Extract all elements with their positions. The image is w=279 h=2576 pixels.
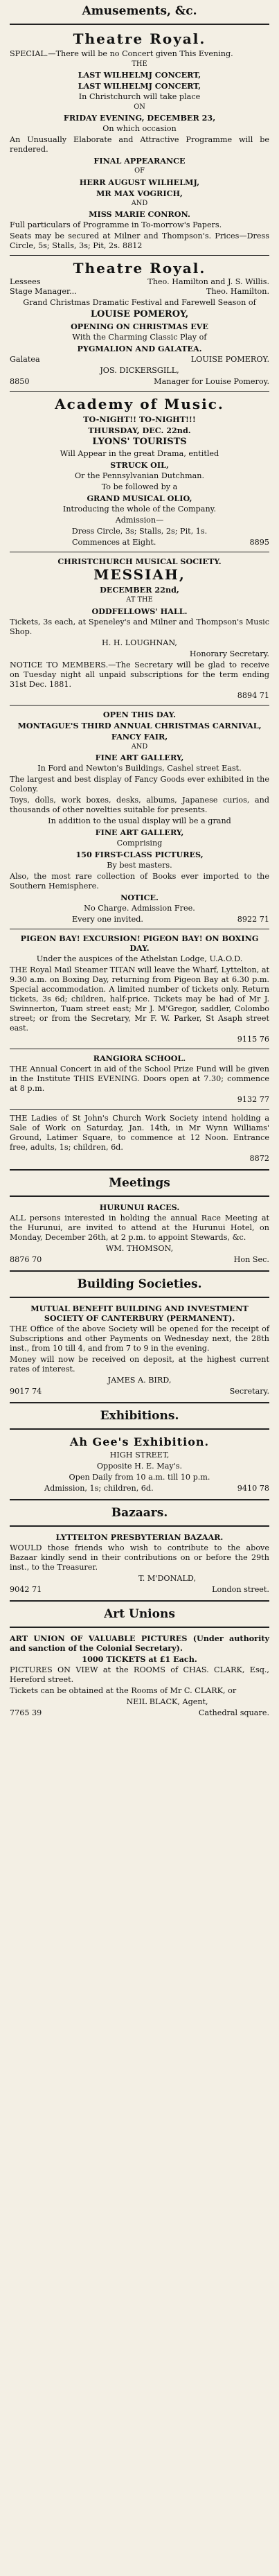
ad-text: With the Charming Classic Play of	[72, 333, 207, 342]
section-header-art-unions: Art Unions	[104, 1606, 175, 1621]
ad-row	[10, 355, 269, 365]
ad-text: WOULD those friends who wish to contribute to the above Bazaar kindly send in their contributions on or before the 29th inst., to the Treasurer.	[10, 1543, 269, 1572]
ad-text: 150 FIRST-CLASS PICTURES,	[75, 849, 204, 859]
ad-text: LAST WILHELMJ CONCERT,	[78, 81, 201, 91]
ad-text: FINAL APPEARANCE	[93, 156, 186, 166]
ad-building-society	[10, 1304, 269, 1396]
ad-code: 9017 74	[10, 1386, 42, 1396]
ad-title: ART UNION OF VALUABLE PICTURES (Under authority and sanction of the Colonial Secretary).	[10, 1633, 269, 1653]
ad-text: To be followed by a	[101, 482, 178, 492]
ad-title: RANGIORA SCHOOL.	[93, 1053, 186, 1063]
ad-text: PICTURES ON VIEW at the ROOMS of CHAS. CLARK, Esq., Hereford street.	[10, 1665, 269, 1684]
ad-title: MUTUAL BENEFIT BUILDING AND INVESTMENT SOCIETY OF CANTERBURY (PERMANENT).	[30, 1303, 249, 1323]
ad-text: Every one invited.	[72, 914, 143, 924]
ad-musical-society	[10, 557, 269, 700]
ad-text: LOUISE POMEROY,	[90, 308, 189, 319]
ad-text: Manager for Louise Pomeroy.	[154, 377, 269, 387]
ad-text: JOS. DICKERSGILL,	[100, 366, 179, 376]
ad-text: TO-NIGHT!! TO-NIGHT!!!	[83, 414, 196, 425]
ad-text: MESSIAH,	[93, 566, 186, 584]
ad-pigeon-bay-excursion	[10, 934, 269, 1044]
ad-text: Theo. Hamilton.	[206, 286, 269, 296]
ad-text: Lessees	[10, 277, 41, 286]
ad-academy-of-music	[10, 396, 269, 547]
ad-text: AND	[131, 199, 148, 207]
ad-code: 9115 76	[237, 1034, 269, 1044]
divider	[10, 1109, 269, 1110]
divider	[10, 255, 269, 256]
ad-title: Ah Gee's Exhibition.	[69, 1435, 210, 1448]
ad-text: London street.	[212, 1584, 269, 1594]
ad-text: Will Appear in the great Drama, entitled	[60, 449, 219, 459]
ad-text: On which occasion	[102, 124, 177, 134]
divider	[10, 1428, 269, 1430]
ad-code: 8872	[249, 1153, 269, 1163]
ad-text: NOTICE.	[120, 892, 159, 902]
ad-text: FANCY FAIR,	[111, 731, 168, 742]
ad-text: In Ford and Newton's Buildings, Cashel street East.	[37, 763, 242, 773]
ad-text: An Unusually Elaborate and Attractive Programme will be rendered.	[10, 135, 269, 155]
ad-text: FINE ART GALLERY,	[95, 827, 184, 837]
ad-text: Honorary Secretary.	[189, 649, 269, 658]
ad-text: Money will now be received on deposit, at the highest current rates of interest.	[10, 1354, 269, 1374]
ad-text: MONTAGUE'S THIRD ANNUAL CHRISTMAS CARNIVAL,	[17, 720, 262, 730]
ad-text: PYGMALION AND GALATEA.	[77, 344, 202, 354]
ad-text: In Christchurch will take place	[78, 92, 201, 102]
ad-text: H. H. LOUGHNAN,	[102, 638, 177, 647]
ad-row	[10, 1484, 269, 1493]
ad-christmas-carnival	[10, 710, 269, 925]
ad-text: THE Annual Concert in aid of the School Prize Fund will be given in the Institute THIS EVENING. Doors open at 7.30; commence at 8 p.m.	[10, 1064, 269, 1093]
ad-text: In addition to the usual display will be a grand	[48, 816, 231, 825]
ad-text: Theo. Hamilton and J. S. Willis.	[147, 277, 269, 286]
ad-text: Admission—	[115, 516, 164, 525]
ad-text: The largest and best display of Fancy Goods ever exhibited in the Colony.	[10, 774, 269, 794]
ad-text: Grand Christmas Dramatic Festival and Farewell Season of	[23, 297, 256, 307]
divider	[10, 1270, 269, 1272]
ad-text: THE Royal Mail Steamer TITAN will leave the Wharf, Lyttelton, at 9.30 a.m. on Boxing Day, returning from Pigeon Bay at 6.30 p.m. Special accommodation. A limited number of tickets only. Return tickets, 3s 6d; children, half-price. Tickets may be had of Mr J. Swinnerton, Tuam street east; Mr J. M'Gregor, saddler, Colombo street; or from the Secretary, Mr F. W. Parker, St Asaph street east.	[10, 965, 269, 1033]
ad-text: JAMES A. BIRD,	[107, 1375, 172, 1385]
ad-row	[10, 1255, 269, 1265]
ad-text: DECEMBER 22nd,	[100, 585, 179, 595]
ad-text: Toys, dolls, work boxes, desks, albums, Japanese curios, and thousands of other novelties suitable for presents.	[10, 795, 269, 814]
ad-text: NEIL BLACK, Agent,	[126, 1697, 208, 1706]
ad-row	[10, 277, 269, 287]
ad-row	[10, 377, 269, 387]
ad-code: 9132 77	[237, 1094, 269, 1104]
ad-text: Introducing the whole of the Company.	[62, 505, 217, 514]
ad-text: ON	[134, 103, 145, 112]
ad-text: Cathedral square.	[198, 1708, 269, 1717]
divider	[10, 1600, 269, 1602]
ad-rangiora-school	[10, 1053, 269, 1105]
ad-text: Tickets can be obtained at the Rooms of Mr C. CLARK, or	[10, 1685, 237, 1695]
ad-text: Admission, 1s; children, 6d.	[44, 1483, 154, 1493]
ad-text: Tickets, 3s each, at Speneley's and Milner and Thompson's Music Shop.	[10, 617, 269, 636]
ad-row	[10, 1387, 269, 1396]
ad-text: LAST WILHELMJ CONCERT,	[78, 70, 201, 80]
ad-text: WM. THOMSON,	[105, 1243, 174, 1253]
ad-row	[10, 287, 269, 297]
ad-text: Comprising	[116, 838, 163, 848]
ad-text: Open Daily from 10 a.m. till 10 p.m.	[69, 1472, 210, 1482]
ad-text: MISS MARIE CONRON.	[89, 209, 190, 219]
ad-text: AND	[131, 742, 148, 751]
divider	[10, 24, 269, 25]
ad-text: Opposite H. E. May's.	[96, 1461, 183, 1471]
ad-title: PIGEON BAY! EXCURSION! PIGEON BAY! ON BOXING DAY.	[20, 933, 259, 953]
divider	[10, 1627, 269, 1628]
ad-text: Stage Manager...	[10, 286, 77, 296]
ad-title: OPEN THIS DAY.	[102, 709, 177, 719]
ad-text: 1000 TICKETS at £1 Each.	[82, 1654, 197, 1664]
ad-text: Hon Sec.	[233, 1254, 269, 1264]
ad-text: THE Office of the above Society will be opened for the receipt of Subscriptions and other Payments on Wednesday next, the 28th inst., from 10 till 4, and from 7 to 9 in the evening.	[10, 1324, 269, 1353]
ad-row	[10, 915, 269, 925]
ad-code: 8922 71	[237, 914, 269, 924]
ad-text: Or the Pennsylvanian Dutchman.	[74, 471, 205, 481]
ad-code: 7765 39	[10, 1708, 42, 1717]
ad-text: STRUCK OIL,	[110, 460, 169, 471]
ad-text: AT THE	[126, 596, 153, 604]
ad-text: OF	[134, 167, 145, 175]
ad-text: THE	[132, 60, 147, 68]
ad-text: Full particulars of Programme in To-morrow's Papers.	[10, 220, 222, 229]
ad-title: CHRISTCHURCH MUSICAL SOCIETY.	[57, 557, 222, 567]
ad-text: Secretary.	[229, 1386, 269, 1396]
ad-text: GRAND MUSICAL OLIO,	[87, 493, 192, 504]
ad-title: LYTTELTON PRESBYTERIAN BAZAAR.	[55, 1532, 224, 1542]
ad-code: 8876 70	[10, 1254, 42, 1264]
section-header-bazaars: Bazaars.	[111, 1505, 168, 1520]
ad-hurunui-races	[10, 1202, 269, 1265]
ad-art-union	[10, 1633, 269, 1718]
divider	[10, 1402, 269, 1403]
ad-text: T. M'DONALD,	[138, 1573, 197, 1583]
ad-st-johns-sale	[10, 1114, 269, 1164]
ad-text: NOTICE TO MEMBERS.—The Secretary will be glad to receive on Tuesday night all unpaid subscriptions for the term ending 31st Dec. 1881.	[10, 660, 269, 689]
ad-code: 9410 78	[237, 1483, 269, 1493]
divider	[10, 705, 269, 706]
section-header-exhibitions: Exhibitions.	[100, 1408, 179, 1423]
ad-ah-gees-exhibition	[10, 1435, 269, 1493]
ad-text: LOUISE POMEROY.	[190, 355, 269, 365]
ad-text: FINE ART GALLERY,	[95, 752, 184, 762]
ad-text: FRIDAY EVENING, DECEMBER 23,	[63, 113, 216, 123]
divider	[10, 1169, 269, 1171]
ad-text: By best masters.	[107, 860, 172, 870]
ad-text: OPENING ON CHRISTMAS EVE	[71, 322, 208, 332]
ad-presbyterian-bazaar	[10, 1532, 269, 1595]
divider	[10, 1195, 269, 1197]
ad-text: MR MAX VOGRICH,	[96, 188, 183, 198]
ad-theatre-royal-concert	[10, 30, 269, 251]
divider	[10, 1499, 269, 1500]
ad-code: 9042 71	[10, 1584, 42, 1594]
ad-theatre-royal-pomeroy	[10, 260, 269, 387]
ad-text: HERR AUGUST WILHELMJ,	[79, 177, 200, 187]
ad-title: HURUNUI RACES.	[99, 1202, 180, 1212]
divider	[10, 1297, 269, 1298]
ad-text: ODDFELLOWS' HALL.	[91, 606, 188, 616]
divider	[10, 391, 269, 392]
ad-row	[10, 538, 269, 547]
ad-row	[10, 1585, 269, 1595]
divider	[10, 1525, 269, 1527]
section-header-meetings: Meetings	[109, 1175, 170, 1190]
ad-text: THURSDAY, DEC. 22nd.	[88, 426, 191, 436]
ad-text: Commences at Eight.	[72, 538, 156, 547]
ad-text: Galatea	[10, 355, 40, 365]
ad-text: Also, the most rare collection of Books ever imported to the Southern Hemisphere.	[10, 871, 269, 891]
ad-title: Theatre Royal.	[73, 259, 206, 277]
ad-text: THE Ladies of St John's Church Work Society intend holding a Sale of Work on Saturday, Jan. 14th, in Mr Wynn Williams' Ground, Latimer Square, to commence at 12 Noon. Entrance free, adults, 1s; children, 6d.	[10, 1113, 269, 1152]
ad-text: Under the auspices of the Athelstan Lodge, U.A.O.D.	[36, 954, 243, 963]
ad-text: LYONS' TOURISTS	[92, 437, 187, 448]
ad-code: 8850	[10, 377, 30, 387]
section-header-amusements: Amusements, &c.	[82, 4, 197, 18]
ad-row	[10, 1708, 269, 1718]
ad-title: Academy of Music.	[55, 396, 224, 413]
ad-code: 8895	[249, 538, 269, 547]
ad-text: HIGH STREET,	[109, 1450, 170, 1460]
section-header-building-societies: Building Societies.	[77, 1277, 202, 1291]
ad-code: 8894 71	[237, 690, 269, 700]
ad-text: ALL persons interested in holding the annual Race Meeting at the Hurunui, are invited to attend at the Hurunui Hotel, on Monday, December 26th, at 2 p.m. to appoint Stewards, &c.	[10, 1213, 269, 1242]
ad-text: Seats may be secured at Milner and Thompson's. Prices—Dress Circle, 5s; Stalls, 3s; Pit, 2s. 8812	[10, 231, 269, 250]
ad-title: Theatre Royal.	[73, 30, 206, 47]
ad-text: SPECIAL.—There will be no Concert given This Evening.	[10, 49, 233, 58]
ad-text: Dress Circle, 3s; Stalls, 2s; Pit, 1s.	[71, 527, 208, 536]
ad-text: No Charge. Admission Free.	[84, 903, 195, 913]
